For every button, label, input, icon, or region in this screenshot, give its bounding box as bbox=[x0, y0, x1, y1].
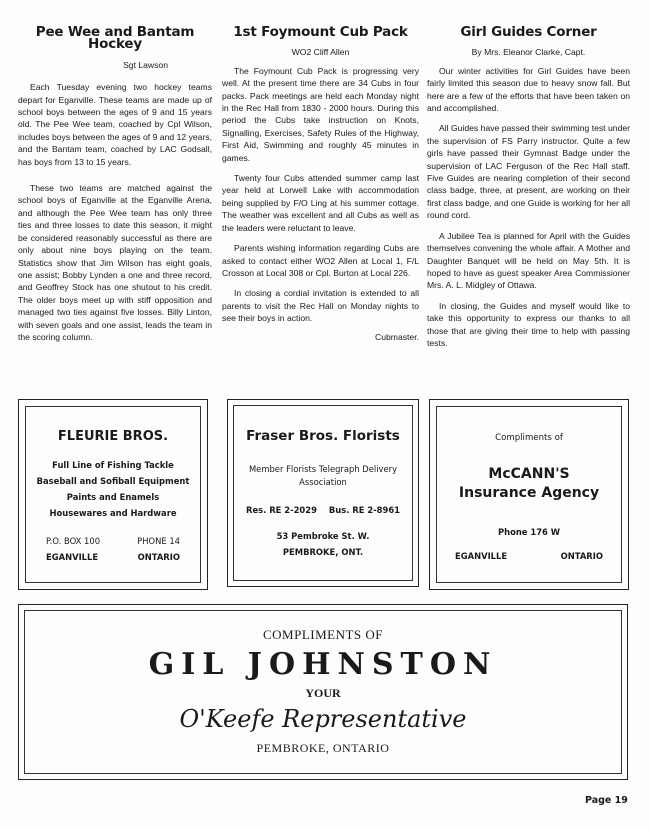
gil-johnston-ad bbox=[18, 604, 628, 780]
fleurie-phone: PHONE 14 bbox=[137, 536, 180, 546]
mccann-province: ONTARIO bbox=[560, 551, 603, 561]
johnston-your: YOUR bbox=[305, 686, 341, 700]
fleurie-location-row bbox=[26, 552, 200, 562]
johnston-name: GIL JOHNSTON bbox=[148, 647, 498, 682]
fleurie-line: Paints and Enamels bbox=[66, 492, 160, 502]
cubs-heading: 1st Foymount Cub Pack bbox=[233, 24, 408, 40]
cubs-paragraph: In closing a cordial invitation is extended to all parents to visit the Rec Hall on Monday nights to see their boys in action. bbox=[222, 288, 419, 324]
fleurie-province: ONTARIO bbox=[137, 552, 180, 562]
mccann-phone: Phone 176 W bbox=[497, 527, 561, 537]
mccann-compliments: Compliments of bbox=[495, 433, 563, 443]
mccann-town: EGANVILLE bbox=[455, 551, 508, 561]
page-number: Page 19 bbox=[585, 795, 628, 806]
fraser-line: Association bbox=[299, 477, 347, 487]
fleurie-line: Baseball and Sofiball Equipment bbox=[36, 476, 190, 486]
mccann-title-line2: Insurance Agency bbox=[458, 485, 600, 501]
fleurie-bros-ad bbox=[18, 399, 208, 590]
guides-paragraph: All Guides have passed their swimming test under the supervision of FS Parry instructor. Quite a few girls have passed their Gymnast Badge under the supervision of LAC Ferguson of the Rec Hall staff. Five Guides are nearing completion of their second class badge, three, at present, are working on their first class badge, and one Guide is working for her all round cord. bbox=[427, 123, 630, 221]
ad-inner-border bbox=[436, 406, 622, 583]
fraser-city: PEMBROKE, ONT. bbox=[282, 547, 364, 557]
guides-byline: By Mrs. Eleanor Clarke, Capt. bbox=[471, 47, 586, 58]
cubs-paragraph: Parents wishing information regarding Cubs are asked to contact either WO2 Allen at Local 1, F/L Crosson at Local 308 or Cpl. Burton at Local 226. bbox=[222, 243, 419, 278]
ad-inner-border bbox=[24, 610, 622, 774]
cubs-signoff: Cubmaster. bbox=[375, 331, 419, 342]
johnston-role: O'Keefe Representative bbox=[179, 705, 467, 733]
guides-paragraph: Our winter activities for Girl Guides have been fairly limited this season due to heavy snow fall. But here are a few of the efforts that have been taken on and accomplished. bbox=[427, 65, 630, 114]
guides-paragraph: A Jubilee Tea is planned for April with the Guides themselves convening the whole affair. A Mother and Daughter Banquet will be held on May 5th. It is hoped to have as guest speaker Area Commissioner Mrs. A. L. Midgley of Ottawa. bbox=[427, 230, 630, 291]
fleurie-town: EGANVILLE bbox=[46, 552, 99, 562]
fraser-title: Fraser Bros. Florists bbox=[246, 428, 400, 444]
hockey-paragraph: These two teams are matched against the school boys of Eganville at the Eganville Arena, and although the Pee Wee team has only three ties and three losses to date this season, it might be considered reasonably successful as there are only about nine boys playing on the team. Statistics show that Jim Wilson has eight goals, one assist; Bobby Lynden a one and three record, and Geoffrey Stock has one shutout to his credit. The older boys meet up with stiff opposition and managed two ties against five losses. Billy Linton, with seven goals and one assist, leads the team in the scoring column. bbox=[18, 183, 212, 342]
fleurie-contact-row bbox=[26, 536, 200, 546]
cubs-byline: WO2 Cliff Allen bbox=[291, 47, 350, 58]
fraser-res-phone: Res. RE 2-2029 bbox=[246, 505, 317, 515]
mccanns-ad bbox=[429, 399, 629, 590]
fleurie-title: FLEURIE BROS. bbox=[57, 429, 169, 444]
fraser-bros-ad bbox=[227, 399, 419, 587]
mccann-title: McCANN'S bbox=[488, 466, 570, 482]
hockey-article bbox=[18, 26, 212, 351]
ad-inner-border bbox=[25, 406, 201, 583]
hockey-paragraph: Each Tuesday evening two hockey teams depart for Eganville. These teams are made up of school boys between the ages of 9 and 15 years old. The Pee Wee team, coached by Cpl Wilson, includes boys between the ages of 9 and 12 years, and the Bantam team, coached by LAC Godsall, has boys from 13 to 15 years. bbox=[18, 82, 212, 167]
guides-heading: Girl Guides Corner bbox=[460, 24, 597, 40]
fleurie-line: Housewares and Hardware bbox=[49, 508, 177, 518]
fleurie-po-box: P.O. BOX 100 bbox=[46, 536, 101, 546]
mccann-location-row bbox=[437, 551, 621, 561]
hockey-heading: Pee Wee and Bantam Hockey bbox=[35, 24, 195, 53]
guides-article bbox=[427, 26, 630, 357]
ad-inner-border bbox=[233, 405, 413, 581]
johnston-city: PEMBROKE, ONTARIO bbox=[256, 741, 390, 755]
fleurie-line: Full Line of Fishing Tackle bbox=[52, 460, 174, 470]
guides-paragraph: In closing, the Guides and myself would like to take this opportunity to express our thanks to all those that are giving their time to help with passing tests. bbox=[427, 300, 630, 348]
cubs-article bbox=[222, 26, 419, 343]
fraser-address: 53 Pembroke St. W. bbox=[276, 531, 370, 541]
hockey-byline: Sgt Lawson bbox=[123, 59, 168, 70]
fraser-bus-phone: Bus. RE 2-8961 bbox=[328, 505, 400, 515]
fraser-line: Member Florists Telegraph Delivery bbox=[248, 464, 398, 474]
cubs-paragraph: The Foymount Cub Pack is progressing very well. At the present time there are 34 Cubs in four packs. Pack meetings are held each Monday night in the Rec Hall from 1830 - 2000 hours. During this period the Cubs take instruction on Knots, Signalling, Exercises, Safety Rules of the Highway, First Aid, Swimming and roughly 45 minutes in games. bbox=[222, 65, 419, 163]
fraser-phone-row bbox=[234, 505, 412, 515]
johnston-compliments: COMPLIMENTS OF bbox=[262, 627, 384, 642]
cubs-paragraph: Twenty four Cubs attended summer camp last year held at Lorwell Lake with accommodation being supplied by F/O Ling at his summer cottage. The weather was excellent and all Cubs as well as the leaders were reluctant to leave. bbox=[222, 173, 419, 233]
